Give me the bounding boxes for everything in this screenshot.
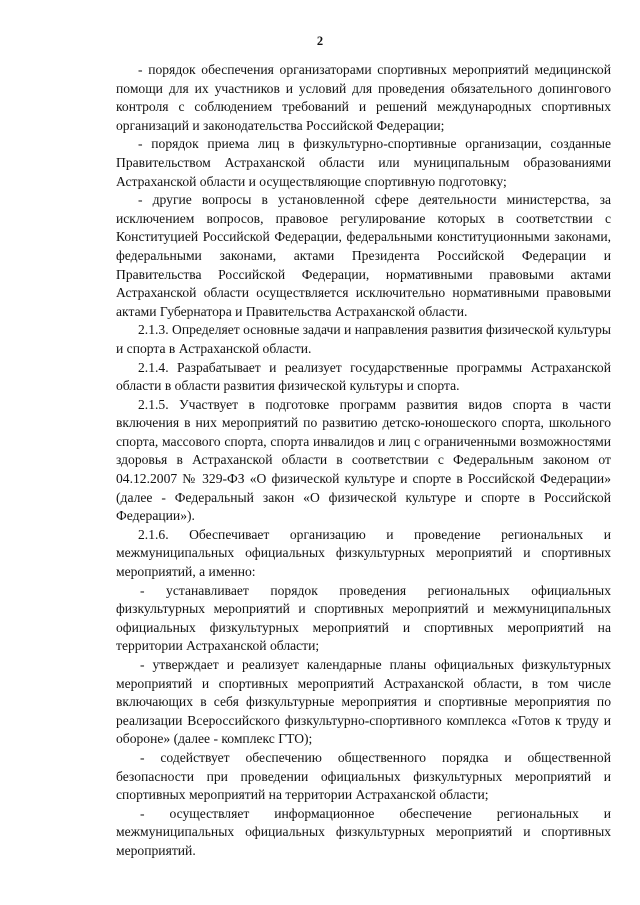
paragraph-2-1-6: 2.1.6. Обеспечивает организацию и проведение региональных и межмуниципальных официальных физкультурных мероприятий и спортивных мероприятий, а именно:: [116, 526, 611, 580]
document-body: [116, 61, 611, 861]
paragraph-calendar-plans: - утверждает и реализует календарные планы официальных физкультурных мероприятий и спортивных мероприятий Астраханской области, в том числе включающих в себя физкультурные мероприятия и спортивные мероприятия по реализации Всероссийского физкультурно-спортивного комплекса «Готов к труду и обороне» (далее - комплекс ГТО);: [116, 657, 611, 747]
paragraph-2-1-3: 2.1.3. Определяет основные задачи и направления развития физической культуры и спорта в Астраханской области.: [116, 322, 611, 356]
paragraph-information-support: - осуществляет информационное обеспечение региональных и межмуниципальных официальных физкультурных мероприятий и спортивных мероприятий.: [116, 805, 611, 858]
page-number: 2: [316, 34, 324, 48]
paragraph-2-1-5: 2.1.5. Участвует в подготовке программ развития видов спорта в части включения в них мероприятий по развитию детско-юношеского спорта, школьного спорта, массового спорта, спорта инвалидов и лиц с ограниченными возможностями здоровья в Астраханской области в соответствии с Федеральным законом от 04.12.2007 № 329-ФЗ «О физической культуре и спорте в Российской Федерации» (далее - Федеральный закон «О физической культуре и спорте в Российской Федерации»).: [116, 396, 611, 524]
paragraph-other-questions: - другие вопросы в установленной сфере деятельности министерства, за исключением вопросов, правовое регулирование которых в соответствии с Конституцией Российской Федерации, федеральными конституционными законами, федеральными законами, актами Президента Российской Федерации и Правительства Российской Федерации, нормативными правовыми актами Астраханской области осуществляется исключительно нормативными правовыми актами Губернатора и Правительства Астраханской области.: [116, 192, 611, 319]
paragraph-sets-procedure: - устанавливает порядок проведения региональных официальных физкультурных мероприятий и спортивных мероприятий и межмуниципальных официальных физкультурных мероприятий и спортивных мероприятий на территории Астраханской области;: [116, 582, 611, 654]
paragraph-2-1-4: 2.1.4. Разрабатывает и реализует государственные программы Астраханской области в области развития физической культуры и спорта.: [116, 359, 611, 394]
paragraph-medical-support-order: - порядок обеспечения организаторами спортивных мероприятий медицинской помощи для их участников и условий для проведения обязательного допингового контроля с соблюдением требований и решений международных спортивных организаций и законодательства Российской Федерации;: [116, 62, 611, 133]
paragraph-admission-order: - порядок приема лиц в физкультурно-спортивные организации, созданные Правительством Астраханской области или муниципальным образованиями Астраханской области и осуществляющие спортивную подготовку;: [116, 136, 611, 189]
paragraph-public-order: - содействует обеспечению общественного порядка и общественной безопасности при проведении официальных физкультурных мероприятий и спортивных мероприятий на территории Астраханской области;: [116, 749, 611, 803]
